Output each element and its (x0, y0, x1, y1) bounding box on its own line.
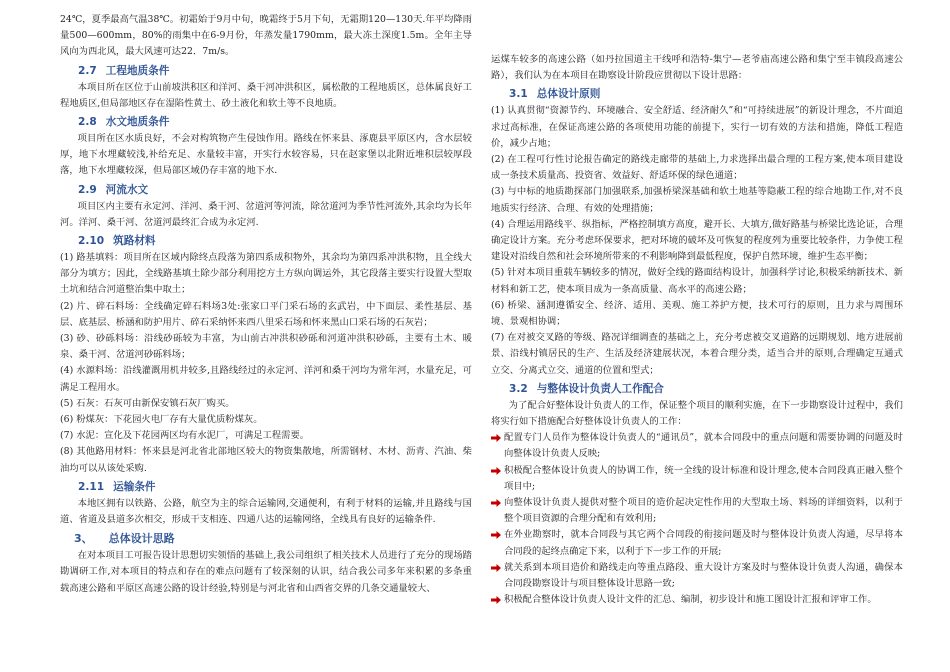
materials-item-8: (8) 其他路用材料：怀来县是河北省北部地区较大的物资集散地，所需钢材、木材、沥青、汽油、柴油均可以从该处采购. (60, 446, 472, 474)
design-approach-paragraph: 在对本项目工可报告设计思想切实领悟的基础上,我公司组织了相关技术人员进行了充分的现场踏勘调研工作,对本项目的特点和存在的难点问题有了较深刻的认识，结合我公司多年来积累的多条重载高速公路和平原区高速公路的设计经验,特别是与河北省和山西省交界的几条交通量较大、 (60, 550, 472, 594)
materials-item-4: (4) 水源料场：沿线灌溉用机井较多,且路线经过的永定河、洋河和桑干河均为常年河，水量充足，可满足工程用水。 (60, 365, 472, 393)
principle-item-3: (3) 与中标的地质勘探部门加强联系,加强桥梁深基础和软土地基等隐蔽工程的综合地勘工作,对不良地质实行经济、合理、有效的处理措施； (491, 186, 903, 214)
continued-paragraph: 运煤车较多的高速公路（如丹拉国道主干线呼和浩特-集宁—老爷庙高速公路和集宁至丰镇段高速公路），我们认为在本项目在勘察设计阶段应贯彻以下设计思路： (491, 54, 903, 82)
bullet-item (491, 560, 903, 592)
materials-item-1: (1) 路基填料：项目所在区域内除终点段落为第四系成积物外，其余均为第四系冲洪积物，且全线大部分为填方；因此，全线路基填土除少部分利用挖方土方纵向调运外，其它段落主要实行设置大型取土坑和结合河道整治集中取土； (60, 252, 472, 296)
bullet-item (491, 430, 903, 462)
section-heading-2-10: 2.10 筑路材料 (78, 235, 156, 248)
river-paragraph: 项目区内主要有永定河、洋河、桑干河、岔道河等河流，除岔道河为季节性河流外,其余均为长年河。洋河、桑干河、岔道河最终汇合成为永定河. (60, 200, 472, 228)
red-right-arrow-icon (491, 499, 501, 507)
section-heading-2-11: 2.11 运输条件 (78, 480, 156, 493)
principle-item-2: (2) 在工程可行性讨论报告确定的路线走廊带的基础上,力求选择出最合理的工程方案,使本项目建设成一条技术质量高、投资省、效益好、舒适环保的绿色通道； (491, 154, 903, 182)
hydrogeology-paragraph: 项目所在区水质良好，不会对构筑物产生侵蚀作用。路线在怀来县、涿鹿县平原区内，含水层较厚，地下水埋藏较浅,补给充足、水量较丰富，开实行水较容易，只在赵家堡以北附近堆积层较厚段落，地下水埋藏较深，但局部区域仍存丰富的地下水. (60, 133, 472, 177)
bullet-text: 配置专门人员作为整体设计负责人的“通讯员”，就本合同段中的重点问题和需要协调的问题及时向整体设计负责人反映; (504, 432, 903, 460)
principle-item-5: (5) 针对本项目重载车辆较多的情况，做好全线的路面结构设计，加强科学讨论,积极采纳新技术、新材料和新工艺，使本项目成为一条高质量、高水平的高速公路； (491, 267, 903, 295)
bullet-text: 就关系到本项目造价和路线走向等重点路段、重大设计方案及时与整体设计负责人沟通，确保本合同段勘察设计与项目整体设计思路一致; (504, 561, 903, 590)
materials-item-2: (2) 片、碎石料场：全线确定碎石料场3处:张家口平门采石场的玄武岩，中下面层、柔性基层、基层、底基层、桥涵和防护用片、碎石采纳怀来西八里采石场和怀来黑山口采石场的石灰岩； (60, 300, 472, 328)
section-heading-2-7: 2.7 工程地质条件 (78, 64, 170, 77)
coordination-paragraph: 为了配合好整体设计负责人的工作，保证整个项目的顺利实施，在下一步勘察设计过程中，我们将实行如下措施配合好整体设计负责人的工作： (491, 399, 903, 428)
bullet-item (491, 527, 903, 559)
section-heading-3-2: 3.2 与整体设计负责人工作配合 (509, 382, 664, 395)
bullet-item (491, 592, 903, 608)
bullet-text: 在外业勘察时，就本合同段与其它两个合同段的衔接问题及时与整体设计负责人沟通，尽早将本合同段的起终点确定下来，以利于下一步工作的开展; (504, 529, 903, 557)
red-right-arrow-icon (491, 564, 501, 572)
section-heading-3: 3、 总体设计思路 (74, 532, 175, 546)
red-right-arrow-icon (491, 596, 501, 604)
section-heading-3-1: 3.1 总体设计原则 (509, 88, 601, 101)
transport-paragraph: 本地区拥有以铁路、公路，航空为主的综合运输网,交通便利，有利于材料的运输,并且路线与国道、省道及县道多次相交，形成干支相连、四通八达的运输网络，全线具有良好的运输条件. (60, 497, 472, 526)
bullet-item (491, 495, 903, 527)
bullet-text: 向整体设计负责人提供对整个项目的造价起决定性作用的大型取土场、料场的详细资料，以利于整个项目资源的合理分配和有效利用; (504, 497, 903, 525)
left-column (60, 12, 472, 597)
red-right-arrow-icon (491, 531, 501, 539)
principle-item-6: (6) 桥梁、涵洞遵循安全、经济、适用、美观、施工养护方便，技术可行的原则，且力求与周围环境、景观相协调； (491, 299, 903, 328)
materials-item-3: (3) 砂、砂砾料场：沿线砂砾较为丰富，为山前古冲洪积砂砾和河道冲洪积砂砾，主要有土木、暖泉、桑干河、岔道河砂砾料场； (60, 333, 472, 361)
section-heading-2-9: 2.9 河流水文 (78, 183, 149, 196)
principle-item-1: (1) 认真贯彻“资源节约、环境融合、安全舒适、经济耐久”和“可持续进展”的新设计理念，不片面追求过高标准，在保证高速公路的各项使用功能的前提下，实行一切有效的方法和措施，降低工程造价，减少占地； (491, 105, 903, 149)
principle-item-7: (7) 在对被交叉路的等级、路况详细调查的基础之上，充分考虑被交叉道路的远期规划、地方进展前景、沿线村镇居民的生产、生活及经济建展状况，本着合理分类，适当合并的原则,合理确定互通式立交、分离式立交、通道的位置和型式； (491, 332, 903, 376)
bullet-text: 积极配合整体设计负责人设计文件的汇总、编制，初步设计和施工图设计汇报和评审工作。 (504, 594, 877, 606)
principle-item-4: (4) 合理运用路线平、纵指标，严格控制填方高度，避开长、大填方,做好路基与桥梁比选论证，合理确定设计方案。充分考虑环保要求，把对环境的破坏及可恢复的程度列为重要比较条件，力争使工程建设对沿线自然和社会环境所带来的不利影响降到最低程度，保护自然环境，维护生态平衡； (491, 218, 903, 263)
materials-item-6: (6) 粉煤灰：下花园火电厂存有大量优质粉煤灰。 (60, 414, 263, 426)
bullet-item (491, 463, 903, 495)
bullet-text: 积极配合整体设计负责人的协调工作，统一全线的设计标准和设计理念,使本合同段真正融入整个项目中; (504, 464, 903, 492)
section-heading-2-8: 2.8 水文地质条件 (78, 116, 170, 129)
climate-paragraph: 24℃，夏季最高气温38℃。初霜始于9月中旬，晚霜终于5月下旬，无霜期120—130天.年平均降雨量500—600mm，80%的雨集中在6-9月份，年蒸发量1790mm，最大冻土深度1.5m。全年主导风向为西北风，最大风速可达22．7m/s。 (60, 14, 472, 58)
red-right-arrow-icon (491, 434, 501, 442)
materials-item-5: (5) 石灰：石灰可由新保安镇石灰厂购买。 (60, 397, 235, 409)
right-column (491, 52, 903, 609)
materials-item-7: (7) 水泥：宣化及下花园两区均有水泥厂，可满足工程需要。 (60, 430, 310, 442)
red-right-arrow-icon (491, 467, 501, 475)
geology-paragraph: 本项目所在区位于山前坡洪积区和洋河、桑干河冲洪积区，属松散的工程地质区，总体属良好工程地质区,但局部地区存在湿陷性黄土、砂土液化和软土等不良地质。 (60, 81, 472, 109)
